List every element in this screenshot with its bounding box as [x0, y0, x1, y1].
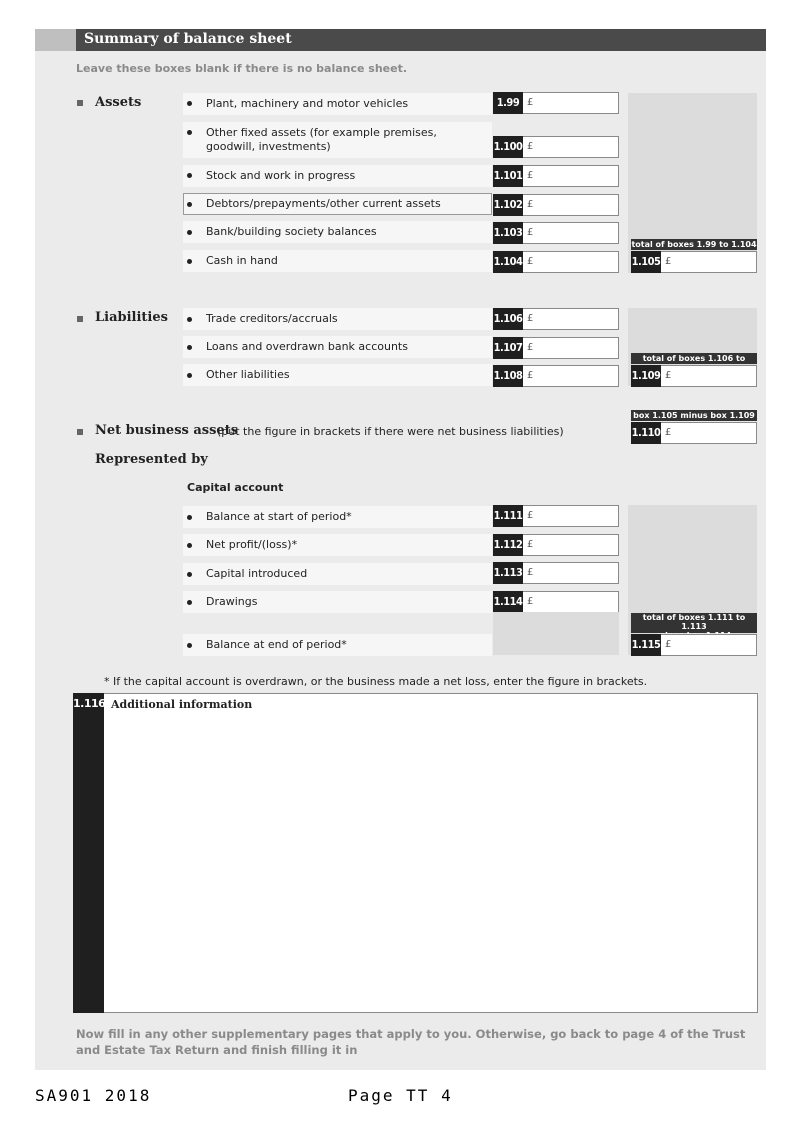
box-1-108[interactable]	[493, 365, 619, 387]
asset-label-6: Cash in hand	[206, 254, 278, 267]
box-number: 1.102	[493, 194, 523, 216]
pound-sign: £	[527, 141, 534, 152]
liabilities-title: Liabilities	[95, 310, 168, 325]
box-1-100[interactable]	[493, 136, 619, 158]
box-number: 1.104	[493, 251, 523, 273]
bullet-icon	[187, 259, 192, 264]
empty-cell	[493, 612, 619, 655]
capital-label-1: Balance at start of period*	[206, 510, 352, 523]
pound-sign: £	[527, 539, 534, 550]
box-1-104[interactable]	[493, 251, 619, 273]
box-1-110[interactable]	[631, 422, 757, 444]
box-1-113[interactable]	[493, 562, 619, 584]
pound-sign: £	[527, 227, 534, 238]
liability-label-2: Loans and overdrawn bank accounts	[206, 340, 408, 353]
asset-label-3: Stock and work in progress	[206, 169, 356, 182]
bullet-icon	[187, 317, 192, 322]
capital-label-4: Drawings	[206, 595, 258, 608]
box-number: 1.111	[493, 505, 523, 527]
bullet-icon	[187, 202, 192, 207]
bullet-icon	[187, 543, 192, 548]
pound-sign: £	[527, 170, 534, 181]
bullet-icon	[187, 572, 192, 577]
box-number: 1.101	[493, 165, 523, 187]
box-number: 1.113	[493, 562, 523, 584]
pound-sign: £	[527, 370, 534, 381]
box-1-99[interactable]	[493, 92, 619, 114]
liability-label-1: Trade creditors/accruals	[206, 312, 338, 325]
net-assets-bullet	[77, 429, 83, 435]
pound-sign: £	[665, 639, 672, 650]
additional-info-title: Additional information	[111, 698, 253, 711]
bullet-icon	[187, 101, 192, 106]
bullet-icon	[187, 515, 192, 520]
box-number: 1.110	[631, 422, 661, 444]
box-number: 1.103	[493, 222, 523, 244]
box-number: 1.116	[73, 697, 106, 710]
capital-total-label	[631, 613, 757, 633]
bullet-icon	[187, 173, 192, 178]
pound-sign: £	[527, 567, 534, 578]
box-number: 1.115	[631, 634, 661, 656]
section-header-accent	[35, 29, 76, 51]
box-number: 1.109	[631, 365, 661, 387]
box-1-109[interactable]	[631, 365, 757, 387]
pound-sign: £	[665, 256, 672, 267]
asset-label-2: Other fixed assets (for example premises, goodwill, investments)	[206, 126, 437, 153]
footnote: * If the capital account is overdrawn, or the business made a net loss, enter the figure in brackets.	[104, 675, 648, 688]
pound-sign: £	[665, 370, 672, 381]
net-assets-total-label: box 1.105 minus box 1.109	[631, 410, 757, 421]
pound-sign: £	[527, 199, 534, 210]
box-number: 1.107	[493, 337, 523, 359]
pound-sign: £	[527, 510, 534, 521]
capital-label-2: Net profit/(loss)*	[206, 538, 298, 551]
box-1-107[interactable]	[493, 337, 619, 359]
box-1-115[interactable]	[631, 634, 757, 656]
liabilities-total-label: total of boxes 1.106 to	[631, 353, 757, 364]
asset-label-1: Plant, machinery and motor vehicles	[206, 97, 409, 110]
liabilities-bullet	[77, 316, 83, 322]
asset-label-5: Bank/building society balances	[206, 225, 377, 238]
intro-text: Leave these boxes blank if there is no balance sheet.	[76, 62, 408, 75]
capital-total-label-line-1: total of boxes 1.111 to 1.113	[642, 613, 746, 631]
box-number: 1.99	[493, 92, 523, 114]
additional-info-input[interactable]	[73, 693, 758, 1013]
box-number: 1.100	[493, 136, 523, 158]
box-1-102[interactable]	[493, 194, 619, 216]
assets-bullet	[77, 100, 83, 106]
asset-label-4: Debtors/prepayments/other current assets	[206, 197, 441, 210]
assets-total-label: total of boxes 1.99 to 1.104	[631, 240, 757, 249]
pound-sign: £	[527, 97, 534, 108]
pound-sign: £	[665, 427, 672, 438]
pound-sign: £	[527, 256, 534, 267]
bullet-icon	[187, 373, 192, 378]
bullet-icon	[187, 643, 192, 648]
represented-by-title: Represented by	[95, 452, 208, 467]
pound-sign: £	[527, 313, 534, 324]
bullet-icon	[187, 600, 192, 605]
additional-info-bar	[73, 693, 104, 1013]
box-number: 1.112	[493, 534, 523, 556]
box-1-101[interactable]	[493, 165, 619, 187]
box-1-111[interactable]	[493, 505, 619, 527]
box-1-105[interactable]	[631, 251, 757, 273]
bullet-icon	[187, 345, 192, 350]
bullet-icon	[187, 130, 192, 135]
capital-account-title: Capital account	[187, 481, 284, 494]
net-assets-note: (put the figure in brackets if there were net business liabilities)	[217, 425, 564, 438]
box-number: 1.106	[493, 308, 523, 330]
box-1-103[interactable]	[493, 222, 619, 244]
box-1-112[interactable]	[493, 534, 619, 556]
bullet-icon	[187, 230, 192, 235]
form-code: SA901 2018	[35, 1086, 152, 1105]
box-1-114[interactable]	[493, 591, 619, 613]
capital-label-3: Capital introduced	[206, 567, 308, 580]
net-assets-title: Net business assets	[95, 423, 239, 438]
assets-title: Assets	[95, 95, 142, 110]
box-number: 1.105	[631, 251, 661, 273]
capital-end-label: Balance at end of period*	[206, 638, 347, 651]
section-title: Summary of balance sheet	[84, 31, 292, 47]
pound-sign: £	[527, 342, 534, 353]
closing-note: Now fill in any other supplementary pages that apply to you. Otherwise, go back to page 4 of the Trust and Estate Tax Return and finish filling it in	[76, 1027, 746, 1057]
box-number: 1.114	[493, 591, 523, 613]
pound-sign: £	[527, 596, 534, 607]
box-1-106[interactable]	[493, 308, 619, 330]
page-number: Page TT 4	[348, 1086, 453, 1105]
box-number: 1.108	[493, 365, 523, 387]
liability-label-3: Other liabilities	[206, 368, 290, 381]
